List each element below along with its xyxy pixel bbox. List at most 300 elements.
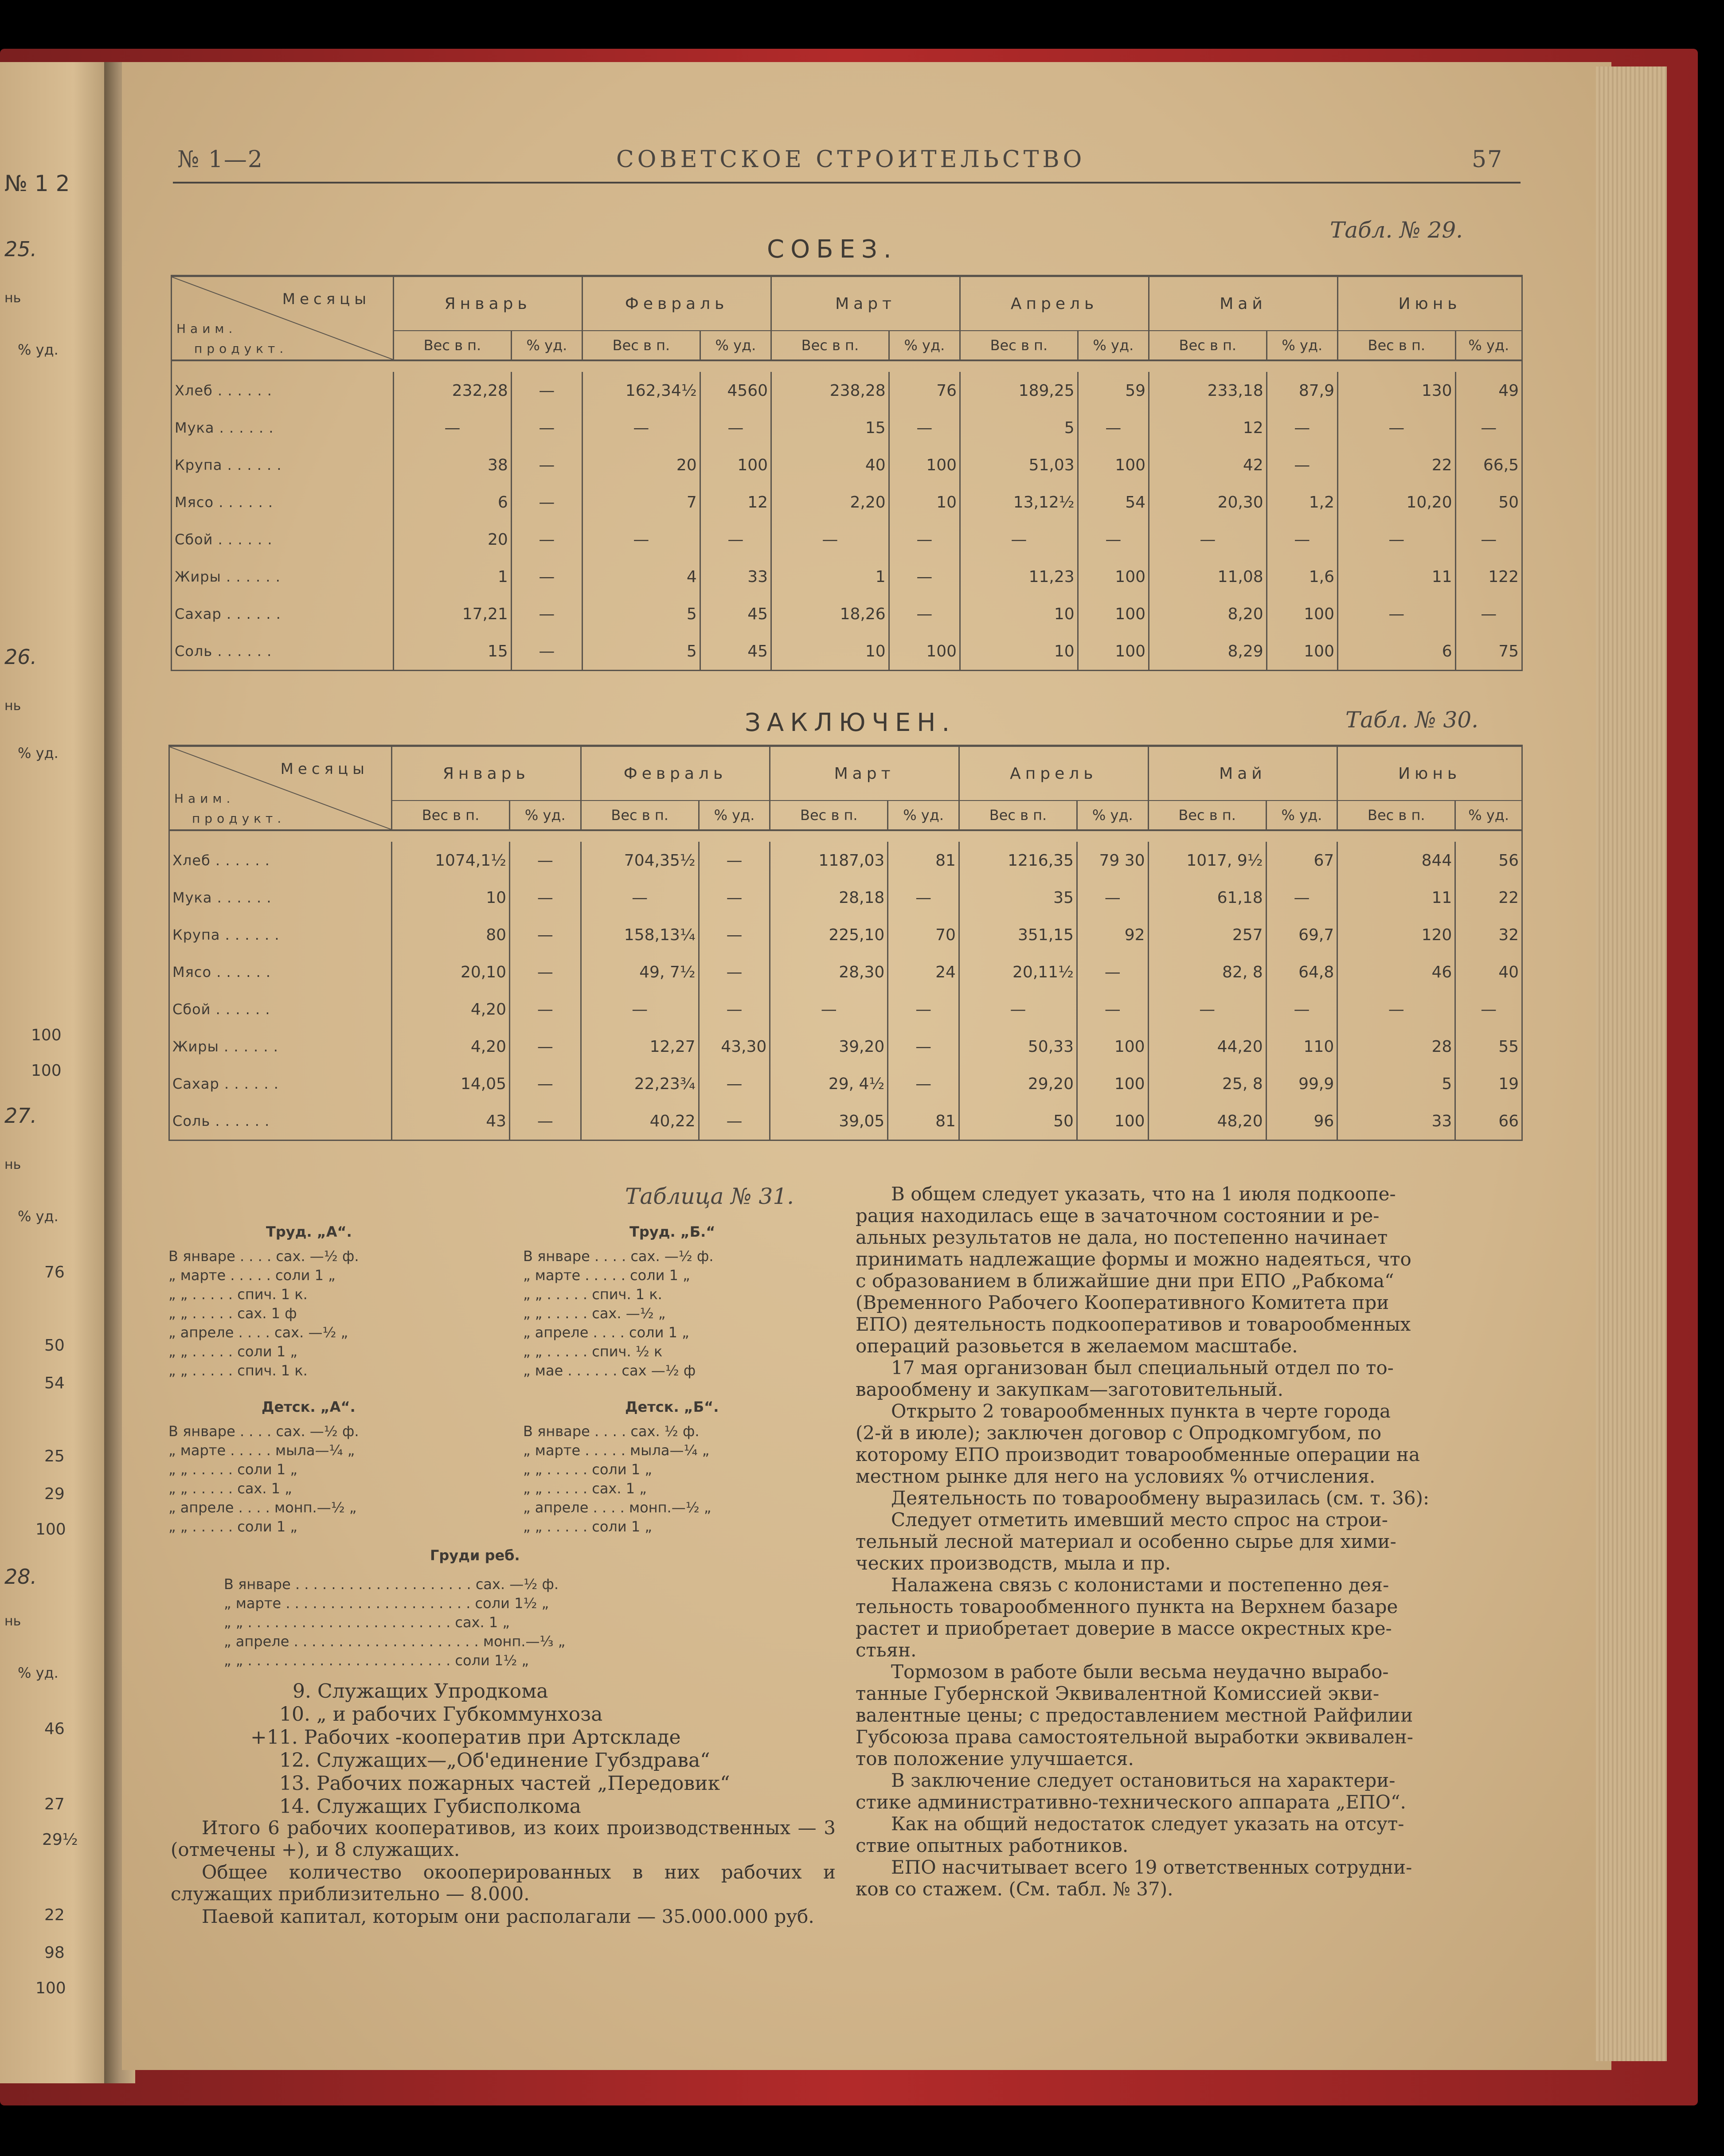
percent-cell: —: [511, 446, 582, 484]
month-header: Май: [1148, 746, 1337, 801]
text-line: операций разовьется в желаемом масштабе.: [856, 1335, 1298, 1357]
table-31-caption: Таблица № 31.: [625, 1183, 794, 1209]
percent-cell: 32: [1455, 916, 1522, 953]
percent-cell: 100: [1078, 633, 1149, 671]
weight-cell: 11,23: [960, 558, 1078, 595]
table-row: [169, 879, 1522, 916]
table-row: [172, 521, 1522, 558]
ration-line: „ „ . . . . . спич. ½ к: [523, 1343, 663, 1360]
weight-cell: 4: [582, 558, 700, 595]
percent-cell: —: [1077, 991, 1148, 1028]
weight-cell: 130: [1337, 372, 1455, 409]
left-margin-token: 46: [44, 1720, 65, 1738]
weight-cell: 232,28: [394, 372, 512, 409]
weight-cell: 120: [1337, 916, 1455, 953]
ration-line: В январе . . . . сах. —½ ф.: [168, 1423, 359, 1440]
percent-cell: —: [888, 991, 959, 1028]
percent-cell: —: [1455, 409, 1522, 446]
percent-cell: —: [1267, 521, 1337, 558]
text-line: стике административно-технического аппарата „ЕПО“.: [856, 1791, 1406, 1813]
weight-cell: 20,11½: [959, 953, 1077, 991]
text-line: местном рынке для него на условиях % отчисления.: [856, 1465, 1376, 1487]
weight-cell: 20: [394, 521, 512, 558]
weight-cell: 33: [1337, 1102, 1455, 1140]
left-margin-token: % уд.: [18, 1664, 59, 1681]
percent-cell: —: [1266, 991, 1337, 1028]
ration-line: „ „ . . . . . сах. 1 „: [523, 1480, 647, 1497]
percent-cell: —: [1078, 521, 1149, 558]
weight-cell: 51,03: [960, 446, 1078, 484]
weight-cell: 1: [771, 558, 889, 595]
left-margin-token: нь: [4, 698, 21, 714]
paragraph: Паевой капитал, которым они располагали — 35.000.000 руб.: [202, 1906, 814, 1927]
weight-cell: 20,10: [391, 953, 509, 991]
table-row: [169, 1028, 1522, 1065]
text-line: танные Губернской Эквивалентной Комиссией экви-: [856, 1683, 1380, 1704]
weight-cell: 15: [771, 409, 889, 446]
weight-cell: 15: [394, 633, 512, 671]
percent-cell: 70: [888, 916, 959, 953]
table-row: [169, 991, 1522, 1028]
left-margin-token: % уд.: [18, 745, 59, 762]
corner-product: продукт.: [192, 811, 286, 826]
weight-cell: 5: [960, 409, 1078, 446]
ration-line: „ „ . . . . . соли 1 „: [168, 1461, 297, 1478]
ration-line: „ апреле . . . . . . . . . . . . . . . . . . . . . монп.—⅓ „: [224, 1633, 566, 1650]
table-row: [172, 372, 1522, 409]
left-margin-token: 100: [31, 1062, 62, 1080]
weight-cell: 6: [394, 484, 512, 521]
text-line: Налажена связь с колонистами и постепенно дея-: [891, 1574, 1389, 1596]
page-edges: [1596, 66, 1667, 2061]
product-name: Хлеб . . . . . .: [172, 852, 270, 869]
product-name: Жиры . . . . . .: [172, 1038, 278, 1055]
weight-cell: 38: [394, 446, 512, 484]
text-line: Тормозом в работе были весьма неудачно вырабо-: [891, 1661, 1389, 1683]
percent-header: % уд.: [1078, 331, 1149, 360]
weight-cell: 40,22: [581, 1102, 699, 1140]
text-line: В заключение следует остановиться на характери-: [891, 1769, 1396, 1791]
text-line: с образованием в ближайшие дни при ЕПО „Рабкома“: [856, 1270, 1394, 1292]
text-line: тов положение улучшается.: [856, 1748, 1134, 1769]
left-margin-token: 100: [31, 1026, 62, 1044]
text-line: растет и приобретает доверие в массе окрестных кре-: [856, 1617, 1392, 1639]
weight-cell: 844: [1337, 842, 1455, 879]
table-row: [172, 633, 1522, 671]
weight-cell: 5: [582, 595, 700, 633]
ration-line: „ марте . . . . . соли 1 „: [523, 1267, 690, 1284]
percent-cell: —: [511, 521, 582, 558]
percent-cell: 64,8: [1266, 953, 1337, 991]
text-line: стьян.: [856, 1639, 917, 1661]
percent-cell: 67: [1266, 842, 1337, 879]
weight-cell: 10: [391, 879, 509, 916]
month-header: Март: [771, 276, 960, 331]
percent-cell: —: [1455, 991, 1522, 1028]
percent-cell: —: [510, 916, 581, 953]
weight-cell: 17,21: [394, 595, 512, 633]
table-row: [169, 953, 1522, 991]
weight-cell: —: [1337, 991, 1455, 1028]
weight-header: Вес в п.: [582, 331, 700, 360]
percent-cell: 69,7: [1266, 916, 1337, 953]
ration-line: „ „ . . . . . соли 1 „: [523, 1461, 652, 1478]
left-margin-token: 76: [44, 1263, 65, 1281]
percent-cell: 92: [1077, 916, 1148, 953]
weight-cell: 12,27: [581, 1028, 699, 1065]
ration-line: „ апреле . . . . монп.—½ „: [168, 1499, 357, 1516]
table-row: [172, 595, 1522, 633]
percent-cell: 122: [1455, 558, 1522, 595]
weight-cell: 22,23¾: [581, 1065, 699, 1102]
text-line: 17 мая организован был специальный отдел по то-: [891, 1357, 1394, 1379]
weight-cell: —: [1149, 521, 1267, 558]
weight-cell: 50,33: [959, 1028, 1077, 1065]
table-row: [169, 1102, 1522, 1140]
left-margin-token: 98: [44, 1944, 65, 1962]
weight-cell: —: [1337, 521, 1455, 558]
text-line: тельный лесной материал и особенно сырье для хими-: [856, 1531, 1396, 1552]
ration-line: „ марте . . . . . . . . . . . . . . . . . . . . . соли 1½ „: [224, 1595, 549, 1612]
corner-name: Наим.: [174, 791, 235, 806]
weight-cell: 44,20: [1148, 1028, 1266, 1065]
product-name: Соль . . . . . .: [175, 643, 272, 660]
weight-cell: 2,20: [771, 484, 889, 521]
weight-cell: 50: [959, 1102, 1077, 1140]
table29-grid: [171, 275, 1523, 671]
left-margin-token: нь: [4, 1157, 21, 1172]
percent-cell: 100: [1267, 595, 1337, 633]
month-header: Февраль: [582, 276, 771, 331]
month-header: Январь: [391, 746, 581, 801]
percent-header: % уд.: [1266, 801, 1337, 830]
month-header: Март: [770, 746, 959, 801]
ration-line: „ апреле . . . . монп.—½ „: [523, 1499, 711, 1516]
weight-cell: 29, 4½: [770, 1065, 888, 1102]
text-line: ческих производств, мыла и пр.: [856, 1552, 1171, 1574]
table-29-caption: Табл. № 29.: [1330, 217, 1463, 243]
percent-cell: 1,2: [1267, 484, 1337, 521]
list-item: +11. Рабочих -кооператив при Артскладе: [250, 1726, 681, 1749]
weight-cell: 20: [582, 446, 700, 484]
list-item: 14. Служащих Губисполкома: [279, 1795, 581, 1818]
weight-header: Вес в п.: [770, 801, 888, 830]
weight-cell: 1017, 9½: [1148, 842, 1266, 879]
percent-cell: 55: [1455, 1028, 1522, 1065]
weight-header: Вес в п.: [1337, 331, 1455, 360]
percent-cell: 1,6: [1267, 558, 1337, 595]
product-name: Крупа . . . . . .: [172, 926, 280, 943]
weight-cell: 43: [391, 1102, 509, 1140]
table-30-caption: Табл. № 30.: [1345, 707, 1479, 733]
weight-cell: 28,18: [770, 879, 888, 916]
percent-cell: —: [510, 1028, 581, 1065]
text-line: рация находилась еще в зачаточном состоянии и ре-: [856, 1205, 1380, 1226]
month-header: Февраль: [581, 746, 770, 801]
percent-cell: —: [511, 558, 582, 595]
ration-line: „ „ . . . . . спич. 1 к.: [523, 1286, 662, 1303]
corner-cell: [169, 746, 392, 831]
header-rule: [173, 182, 1521, 184]
ration-line: В январе . . . . сах. —½ ф.: [523, 1248, 714, 1265]
list-item: 9. Служащих Упродкома: [293, 1680, 548, 1703]
corner-cell: [172, 276, 394, 361]
percent-header: % уд.: [888, 801, 959, 830]
percent-cell: 100: [1077, 1102, 1148, 1140]
weight-cell: 10,20: [1337, 484, 1455, 521]
weight-cell: 61,18: [1148, 879, 1266, 916]
percent-cell: —: [1078, 409, 1149, 446]
ration-line: „ „ . . . . . спич. 1 к.: [168, 1286, 308, 1303]
percent-cell: 10: [889, 484, 960, 521]
product-name: Сбой . . . . . .: [172, 1001, 270, 1018]
weight-cell: 46: [1337, 953, 1455, 991]
percent-cell: —: [1077, 879, 1148, 916]
left-margin-token: 100: [35, 1979, 66, 1997]
left-margin-token: нь: [4, 290, 21, 306]
weight-cell: 4,20: [391, 1028, 509, 1065]
left-margin-token: 29½: [42, 1831, 78, 1849]
product-name: Мука . . . . . .: [175, 419, 274, 436]
weight-cell: 82, 8: [1148, 953, 1266, 991]
group-title: Труд. „Б.“: [629, 1223, 715, 1240]
percent-cell: 45: [700, 633, 771, 671]
weight-cell: 42: [1149, 446, 1267, 484]
percent-cell: 100: [889, 446, 960, 484]
percent-cell: 54: [1078, 484, 1149, 521]
percent-cell: —: [511, 595, 582, 633]
text-line: (2-й в июле); заключен договор с Опродкомгубом, по: [856, 1422, 1382, 1444]
table30-grid: [168, 745, 1523, 1141]
left-margin-token: % уд.: [18, 1208, 59, 1225]
percent-cell: 49: [1455, 372, 1522, 409]
weight-cell: 1216,35: [959, 842, 1077, 879]
left-margin-token: № 1 2: [4, 171, 70, 196]
weight-cell: —: [770, 991, 888, 1028]
percent-header: % уд.: [511, 331, 582, 360]
percent-header: % уд.: [1455, 331, 1522, 360]
percent-cell: —: [699, 991, 770, 1028]
spacer: [169, 830, 1522, 842]
left-margin-token: 22: [44, 1906, 65, 1924]
percent-cell: 96: [1266, 1102, 1337, 1140]
percent-cell: —: [511, 372, 582, 409]
percent-cell: —: [888, 879, 959, 916]
text-line: валентные цены; с предоставлением местной Райфилии: [856, 1704, 1413, 1726]
text-line: В общем следует указать, что на 1 июля подкоопе-: [891, 1183, 1396, 1205]
percent-cell: 33: [700, 558, 771, 595]
percent-cell: —: [510, 1065, 581, 1102]
weight-cell: 28,30: [770, 953, 888, 991]
percent-cell: 100: [1078, 446, 1149, 484]
product-name: Мука . . . . . .: [172, 889, 272, 906]
weight-cell: 162,34½: [582, 372, 700, 409]
list-item: 10. „ и рабочих Губкоммунхоза: [279, 1703, 603, 1726]
percent-cell: 59: [1078, 372, 1149, 409]
product-name: Мясо . . . . . .: [175, 494, 274, 511]
weight-cell: —: [581, 991, 699, 1028]
text-line: альных результатов не дала, но постепенно начинает: [856, 1226, 1388, 1248]
percent-cell: —: [699, 916, 770, 953]
product-name: Сахар . . . . . .: [175, 605, 281, 622]
weight-cell: 39,20: [770, 1028, 888, 1065]
weight-cell: 40: [771, 446, 889, 484]
weight-cell: 4,20: [391, 991, 509, 1028]
list-item: 12. Служащих—„Об'единение Губздрава“: [279, 1749, 710, 1772]
weight-cell: 257: [1148, 916, 1266, 953]
percent-cell: —: [1455, 595, 1522, 633]
group-title: Детск. „Б“.: [625, 1398, 719, 1415]
ration-line: „ „ . . . . . спич. 1 к.: [168, 1362, 308, 1379]
weight-cell: 1074,1½: [391, 842, 509, 879]
percent-cell: 22: [1455, 879, 1522, 916]
left-margin-token: 27: [44, 1795, 65, 1813]
ration-line: „ „ . . . . . сах. 1 ф: [168, 1305, 297, 1322]
corner-months: Месяцы: [280, 760, 369, 778]
weight-header: Вес в п.: [771, 331, 889, 360]
list-item: 13. Рабочих пожарных частей „Передовик“: [279, 1772, 730, 1795]
weight-cell: 12: [1149, 409, 1267, 446]
percent-cell: 100: [1267, 633, 1337, 671]
product-name: Жиры . . . . . .: [175, 568, 281, 585]
left-margin-token: 29: [44, 1485, 65, 1503]
weight-cell: 20,30: [1149, 484, 1267, 521]
left-margin-token: 27.: [4, 1104, 37, 1128]
percent-cell: 43,30: [699, 1028, 770, 1065]
weight-cell: 189,25: [960, 372, 1078, 409]
weight-cell: 351,15: [959, 916, 1077, 953]
ration-line: „ мае . . . . . . сах —½ ф: [523, 1362, 696, 1379]
weight-cell: 11,08: [1149, 558, 1267, 595]
ration-line: В январе . . . . . . . . . . . . . . . . . . . . сах. —½ ф.: [224, 1576, 559, 1593]
issue-number: № 1—2: [177, 146, 263, 173]
weight-cell: —: [959, 991, 1077, 1028]
percent-cell: 75: [1455, 633, 1522, 671]
table-30-title: ЗАКЛЮЧЕН.: [745, 708, 956, 737]
percent-cell: —: [699, 1102, 770, 1140]
spacer: [172, 360, 1522, 372]
percent-cell: —: [699, 879, 770, 916]
weight-header: Вес в п.: [581, 801, 699, 830]
page-number: 57: [1472, 146, 1503, 173]
ration-line: „ апреле . . . . соли 1 „: [523, 1324, 689, 1341]
left-margin-token: 25: [44, 1447, 65, 1465]
percent-cell: —: [889, 521, 960, 558]
weight-cell: 48,20: [1148, 1102, 1266, 1140]
weight-cell: 233,18: [1149, 372, 1267, 409]
percent-cell: 100: [1077, 1065, 1148, 1102]
percent-cell: —: [699, 842, 770, 879]
weight-cell: 11: [1337, 879, 1455, 916]
weight-cell: 5: [582, 633, 700, 671]
percent-cell: —: [889, 595, 960, 633]
percent-cell: 66: [1455, 1102, 1522, 1140]
weight-cell: 7: [582, 484, 700, 521]
weight-cell: 238,28: [771, 372, 889, 409]
text-line: ЕПО насчитывает всего 19 ответственных сотрудни-: [891, 1856, 1412, 1878]
weight-cell: 14,05: [391, 1065, 509, 1102]
percent-cell: 56: [1455, 842, 1522, 879]
weight-cell: 35: [959, 879, 1077, 916]
weight-cell: 158,13¼: [581, 916, 699, 953]
percent-cell: —: [700, 521, 771, 558]
weight-cell: 8,20: [1149, 595, 1267, 633]
weight-cell: —: [582, 521, 700, 558]
percent-cell: 24: [888, 953, 959, 991]
percent-header: % уд.: [510, 801, 581, 830]
ration-line: „ марте . . . . . соли 1 „: [168, 1267, 336, 1284]
table-row: [172, 484, 1522, 521]
percent-cell: 100: [1078, 558, 1149, 595]
left-margin-token: 50: [44, 1336, 65, 1355]
table-row: [169, 1065, 1522, 1102]
percent-cell: 110: [1266, 1028, 1337, 1065]
percent-cell: —: [511, 633, 582, 671]
ration-line: „ „ . . . . . соли 1 „: [523, 1518, 652, 1535]
left-margin-token: 28.: [4, 1565, 37, 1589]
percent-cell: 99,9: [1266, 1065, 1337, 1102]
weight-cell: 18,26: [771, 595, 889, 633]
month-header: Май: [1149, 276, 1338, 331]
corner-name: Наим.: [176, 321, 237, 336]
percent-header: % уд.: [1455, 801, 1522, 830]
group-title: Детск. „А“.: [262, 1398, 356, 1415]
weight-cell: 1: [394, 558, 512, 595]
weight-cell: 13,12½: [960, 484, 1078, 521]
weight-cell: 10: [771, 633, 889, 671]
text-line: ЕПО) деятельность подкооперативов и товарообменных: [856, 1313, 1411, 1335]
percent-cell: —: [1267, 409, 1337, 446]
percent-cell: 100: [1078, 595, 1149, 633]
weight-cell: —: [394, 409, 512, 446]
percent-cell: 79 30: [1077, 842, 1148, 879]
text-line: которому ЕПО производит товарообменные операции на: [856, 1444, 1420, 1465]
ration-line: „ „ . . . . . сах. 1 „: [168, 1480, 292, 1497]
text-line: Открыто 2 товарообменных пункта в черте города: [891, 1400, 1391, 1422]
product-name: Соль . . . . . .: [172, 1113, 270, 1129]
percent-cell: 100: [700, 446, 771, 484]
text-line: Деятельность по товарообмену выразилась (см. т. 36):: [891, 1487, 1430, 1509]
month-header: Июнь: [1337, 746, 1522, 801]
weight-header: Вес в п.: [1337, 801, 1455, 830]
month-header: Апрель: [959, 746, 1148, 801]
corner-months: Месяцы: [282, 290, 371, 308]
text-line: Следует отметить имевший место спрос на строи-: [891, 1509, 1388, 1531]
product-name: Хлеб . . . . . .: [175, 382, 272, 399]
weight-cell: 1187,03: [770, 842, 888, 879]
weight-header: Вес в п.: [1148, 801, 1266, 830]
table-row: [172, 409, 1522, 446]
percent-cell: —: [511, 409, 582, 446]
percent-cell: 50: [1455, 484, 1522, 521]
weight-cell: 6: [1337, 633, 1455, 671]
weight-cell: —: [1337, 409, 1455, 446]
weight-cell: 225,10: [770, 916, 888, 953]
text-line: варообмену и закупкам—заготовительный.: [856, 1379, 1284, 1400]
left-margin-token: 54: [44, 1374, 65, 1392]
percent-cell: 81: [888, 1102, 959, 1140]
left-margin-token: 25.: [4, 237, 37, 261]
weight-cell: 28: [1337, 1028, 1455, 1065]
weight-header: Вес в п.: [960, 331, 1078, 360]
paragraph: Общее количество окооперированных в них рабочих и служащих приблизительно — 8.000.: [171, 1861, 836, 1905]
text-line: Губсоюза права самостоятельной выработки эквивален-: [856, 1726, 1413, 1748]
percent-cell: 87,9: [1267, 372, 1337, 409]
weight-cell: —: [1148, 991, 1266, 1028]
product-name: Мясо . . . . . .: [172, 964, 271, 980]
group-title: Труд. „А“.: [266, 1223, 352, 1240]
percent-header: % уд.: [889, 331, 960, 360]
